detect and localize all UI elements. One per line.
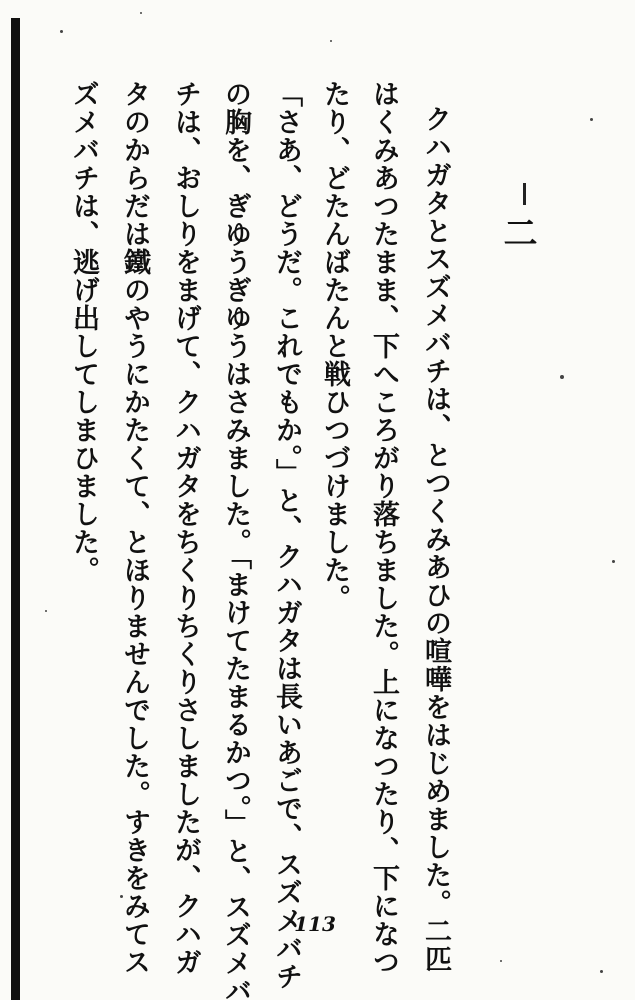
text-column-5: の胸を、ぎゆうぎゆうはさみました。「まけてたまるかつ。」と、スズメバ bbox=[220, 80, 251, 1005]
scan-speck bbox=[330, 40, 332, 42]
text-column-2: はくみあつたまま、下へころがり落ちました。上になつたり、下になつ bbox=[368, 80, 399, 976]
scan-speck bbox=[560, 375, 564, 379]
chapter-heading: 二 bbox=[497, 215, 537, 249]
page-number: 113 bbox=[294, 912, 336, 936]
scan-speck bbox=[140, 12, 142, 14]
scan-speck bbox=[60, 30, 63, 33]
scan-speck bbox=[45, 610, 47, 612]
text-column-4: 「さあ、どうだ。これでもか。」と、クハガタは長いあごで、スズメバチ bbox=[271, 80, 302, 991]
text-column-3: たり、どたんばたんと戦ひつづけました。 bbox=[319, 80, 350, 612]
chapter-heading-dash bbox=[523, 183, 526, 205]
scan-speck bbox=[600, 970, 603, 973]
text-column-7: タのからだは鐵のやうにかたくて、とほりませんでした。すきをみてス bbox=[119, 80, 150, 976]
scan-speck bbox=[590, 118, 593, 121]
text-column-6: チは、おしりをまげて、クハガタをちくりちくりさしましたが、クハガ bbox=[170, 80, 201, 976]
text-column-1: クハガタとスズメバチは、とつくみあひの喧嘩をはじめました。二匹 bbox=[420, 105, 451, 973]
text-column-8: ズメバチは、逃げ出してしまひました。 bbox=[68, 80, 99, 584]
binding-edge-line bbox=[11, 18, 20, 1000]
scan-speck bbox=[500, 960, 502, 962]
scan-speck bbox=[612, 560, 615, 563]
